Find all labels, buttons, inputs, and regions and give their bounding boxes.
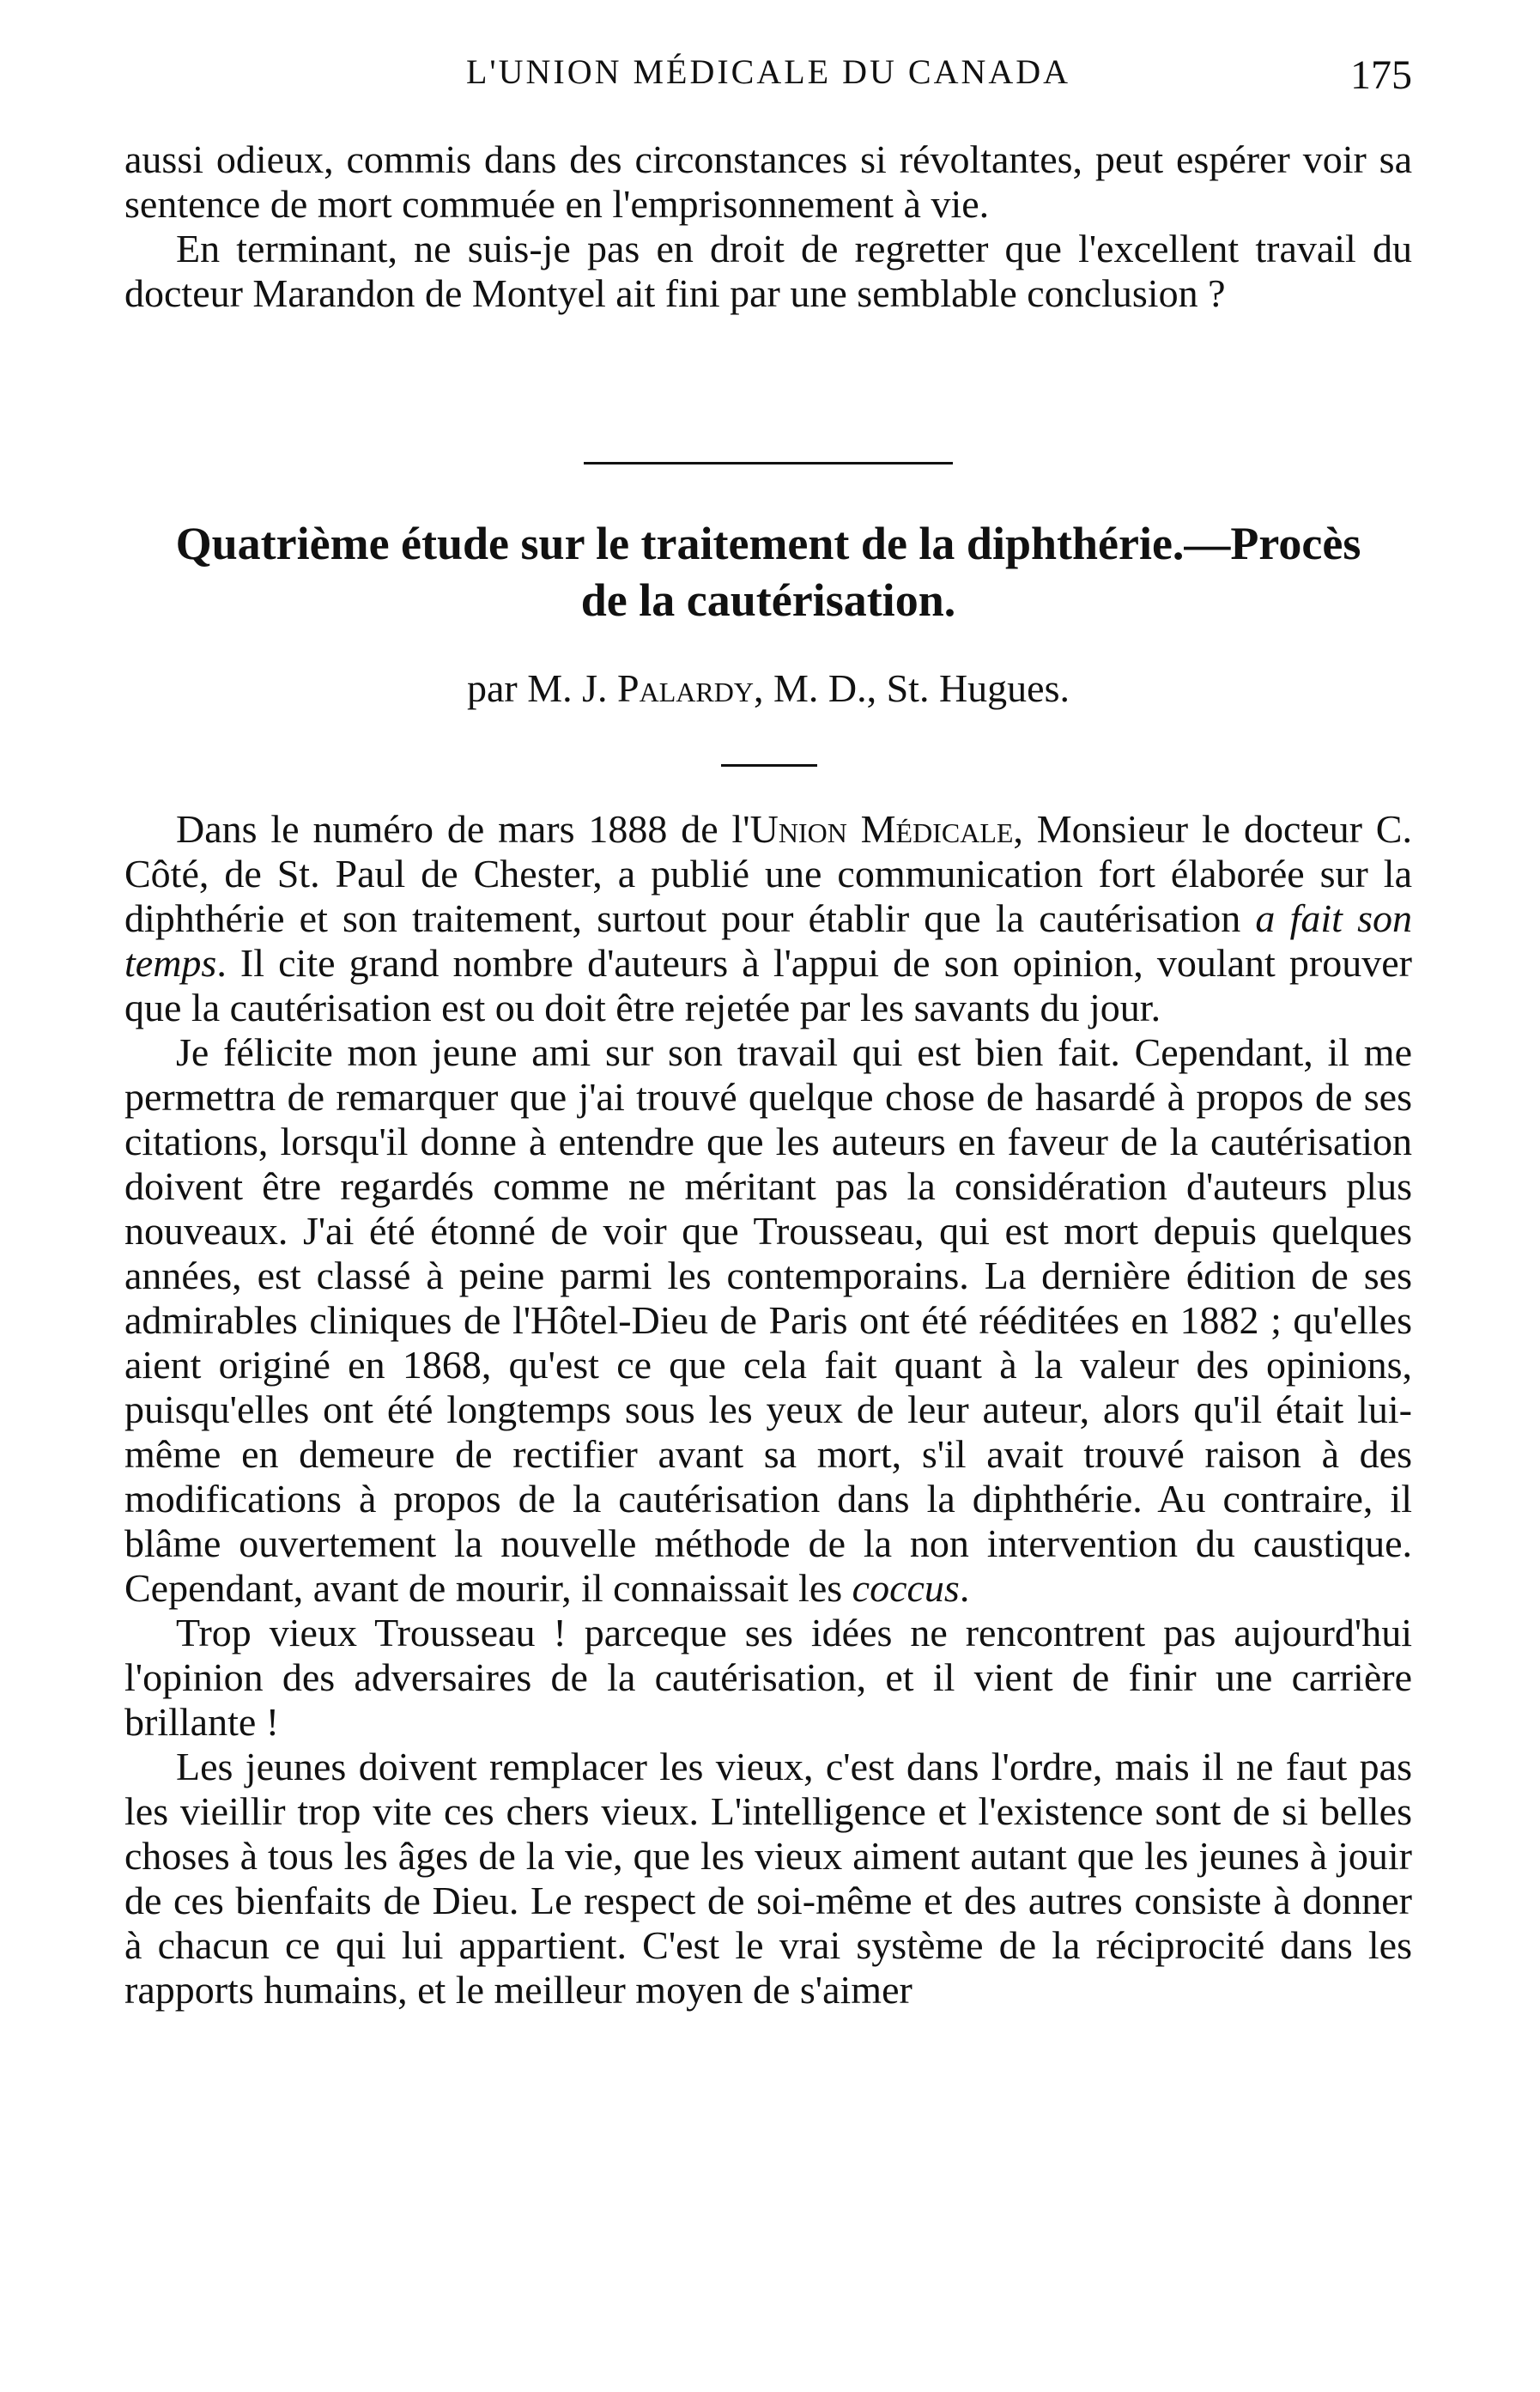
article-byline <box>124 665 1412 711</box>
p1-text-c: . Il cite grand nombre d'auteurs à l'appui de son opinion, voulant prouver que la cautérisation est ou doit être rejetée par les savants du jour. <box>124 941 1412 1029</box>
running-header <box>124 52 1412 112</box>
p1-text-b: , Monsieur le docteur C. Côté, de St. Paul de Chester, a publié une communication fort élaborée sur la diphthérie et son traitement, surtout pour établir que la cautérisation <box>124 807 1412 940</box>
byline-suffix: , M. D., St. Hugues. <box>753 666 1070 710</box>
byline-author-name: Palardy <box>617 666 754 710</box>
body-paragraph-3: Trop vieux Trousseau ! parceque ses idées ne rencontrent pas aujourd'hui l'opinion des adversaires de la cautérisation, et il vient de finir une carrière brillante ! <box>124 1611 1412 1744</box>
body-paragraph-2 <box>124 1030 1412 1611</box>
previous-article-ending <box>124 137 1412 316</box>
intro-paragraph-1: aussi odieux, commis dans des circonstances si révoltantes, peut espérer voir sa sentence de mort commuée en l'emprisonnement à vie. <box>124 137 1412 226</box>
intro-paragraph-2: En terminant, ne suis-je pas en droit de regretter que l'excellent travail du docteur Marandon de Montyel ait fini par une semblable conclusion ? <box>124 227 1412 315</box>
p1-italic-phrase: a fait son temps <box>124 896 1412 985</box>
running-title: L'UNION MÉDICALE DU CANADA <box>465 52 1071 91</box>
byline-divider <box>721 764 817 767</box>
p2-text-a: Je félicite mon jeune ami sur son travail qui est bien fait. Cependant, il me permettra de remarquer que j'ai trouvé quelque chose de hasardé à propos de ses citations, lorsqu'il donne à entendre que les auteurs en faveur de la cautérisation doivent être regardés comme ne méritant pas la considération d'auteurs plus nouveaux. J'ai été étonné de voir que Trousseau, qui est mort depuis quelques années, est classé à peine parmi les contemporains. La dernière édition de ses admirables cliniques de l'Hôtel-Dieu de Paris ont été rééditées en 1882 ; qu'elles aient originé en 1868, qu'est ce que cela fait quant à la valeur des opinions, puisqu'elles ont été longtemps sous les yeux de leur auteur, alors qu'il était lui-même en demeure de rectifier avant sa mort, s'il avait trouvé raison à des modifications à propos de la cautérisation dans la diphthérie. Au contraire, il blâme ouvertement la nouvelle méthode de la non intervention du caustique. Cependant, avant de mourir, il connaissait les <box>124 1030 1412 1610</box>
article-title-line-1: Quatrième étude sur le traitement de la diphthérie.—Procès <box>175 518 1361 569</box>
body-paragraph-1 <box>124 807 1412 1030</box>
article-body <box>124 807 1412 2013</box>
byline-prefix: par M. J. <box>467 666 618 710</box>
p1-journal-name: Union Médicale <box>749 807 1014 851</box>
p2-text-b: . <box>959 1566 970 1610</box>
p2-italic-word: coccus <box>852 1566 960 1610</box>
article-title <box>124 515 1412 628</box>
p1-text-a: Dans le numéro de mars 1888 de l' <box>176 807 750 851</box>
section-divider <box>584 462 953 464</box>
body-paragraph-4: Les jeunes doivent remplacer les vieux, c'est dans l'ordre, mais il ne faut pas les vieillir trop vite ces chers vieux. L'intelligence et l'existence sont de si belles choses à tous les âges de la vie, que les vieux aiment autant que les jeunes à jouir de ces bienfaits de Dieu. Le respect de soi-même et des autres consiste à donner à chacun ce qui lui appartient. C'est le vrai système de la réciprocité dans les rapports humains, et le meilleur moyen de s'aimer <box>124 1745 1412 2012</box>
article-title-line-2: de la cautérisation. <box>580 574 956 626</box>
page-number: 175 <box>1350 52 1412 98</box>
